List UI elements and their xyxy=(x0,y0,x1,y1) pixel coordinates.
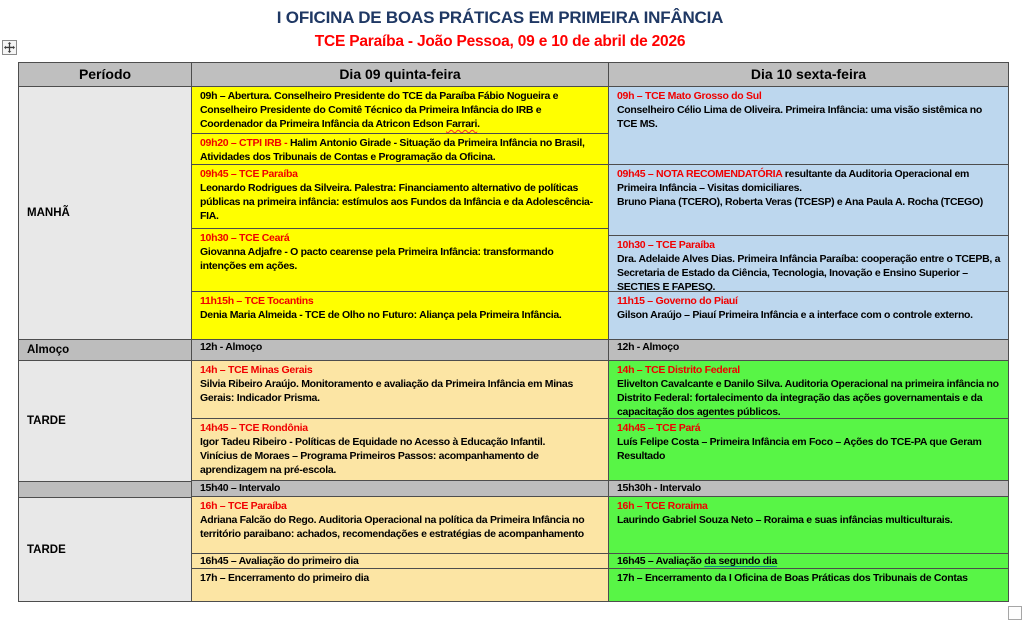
text-run: 11h15h – TCE Tocantins xyxy=(200,295,314,307)
text-run: 16h – TCE Paraíba xyxy=(200,500,287,512)
text-run: Laurindo Gabriel Souza Neto – Roraima e suas infâncias multiculturais. xyxy=(617,514,953,526)
text-run: Dra. Adelaide Alves Dias. Primeira Infância Paraíba: cooperação entre o TCEPB, a Secretaria de Estado da Ciência, Tecnologia, Inovação e Ensino Superior – SECTIES E FAPESQ. xyxy=(617,253,1001,292)
text-run: Silvia Ribeiro Araújo. Monitoramento e avaliação da Primeira Infância em Minas Gerais: Indicador Prisma. xyxy=(200,378,574,404)
text-run: . xyxy=(477,118,480,130)
text-run: 14h – TCE Distrito Federal xyxy=(617,364,740,376)
text-run: 09h – Abertura. Conselheiro Presidente do TCE da Paraíba Fábio Nogueira e Conselheiro Presidente do Comitê Técnico da Primeira Infância do IRB e Coordenador da Primeira Infância da Atricon Edson xyxy=(200,90,559,130)
text-run: 14h – TCE Minas Gerais xyxy=(200,364,313,376)
d10-16h-tce-roraima[interactable] xyxy=(609,497,1008,554)
period-tarde-2[interactable] xyxy=(19,498,191,601)
text-run: 12h - Almoço xyxy=(617,341,679,353)
text-run: 09h20 – CTPI IRB - xyxy=(200,137,290,149)
text-run: 17h – Encerramento da I Oficina de Boas Práticas dos Tribunais de Contas xyxy=(617,572,968,584)
d10-15h30-intervalo[interactable] xyxy=(609,481,1008,497)
d10-10h30-tce-paraiba[interactable] xyxy=(609,236,1008,292)
page-subtitle: TCE Paraíba - João Pessoa, 09 e 10 de abril de 2026 xyxy=(314,33,686,50)
text-run: Vinícius de Moraes – Programa Primeiros Passos: acompanhamento de aprendizagem na pré-escola. xyxy=(200,450,539,476)
text-run: 09h45 – TCE Paraíba xyxy=(200,168,298,180)
d09-09h-abertura[interactable] xyxy=(192,87,608,134)
text-run: 16h45 – Avaliação do primeiro dia xyxy=(200,555,359,567)
d10-17h-encerramento[interactable] xyxy=(609,569,1008,601)
d09-16h-tce-paraiba[interactable] xyxy=(192,497,608,554)
d09-10h30-tce-ceara[interactable] xyxy=(192,229,608,292)
text-run: 16h45 – Avaliação xyxy=(617,555,705,567)
text-run: Giovanna Adjafre - O pacto cearense pela Primeira Infância: transformando intenções em ações. xyxy=(200,246,554,272)
text-run: Luís Felipe Costa – Primeira Infância em Foco – Ações do TCE-PA que Geram Resultado xyxy=(617,436,982,462)
period-manha[interactable] xyxy=(19,87,191,340)
period-intervalo[interactable] xyxy=(19,482,191,498)
d10-09h-tce-mato-grosso-do-sul[interactable] xyxy=(609,87,1008,165)
text-run: Adriana Falcão do Rego. Auditoria Operacional na política da Primeira Infância no território paraibano: achados, recomendações e estratégias de acompanhamento xyxy=(200,514,585,540)
d10-12h-almoco[interactable] xyxy=(609,340,1008,361)
d09-17h-encerramento[interactable] xyxy=(192,569,608,601)
page-title: I OFICINA DE BOAS PRÁTICAS EM PRIMEIRA INFÂNCIA xyxy=(276,8,724,27)
period-label: MANHÃ xyxy=(27,207,70,219)
column-header-period[interactable]: Período xyxy=(19,63,191,87)
column-header-day09[interactable]: Dia 09 quinta-feira xyxy=(192,63,608,87)
text-run: 11h15 – Governo do Piauí xyxy=(617,295,738,307)
column-header-day10[interactable]: Dia 10 sexta-feira xyxy=(609,63,1008,87)
text-run: 14h45 – TCE Rondônia xyxy=(200,422,308,434)
d09-15h40-intervalo[interactable] xyxy=(192,481,608,497)
text-run: Denia Maria Almeida - TCE de Olho no Futuro: Aliança pela Primeira Infância. xyxy=(200,309,562,321)
text-run: 17h – Encerramento do primeiro dia xyxy=(200,572,369,584)
d10-09h45-nota-recomendatoria[interactable] xyxy=(609,165,1008,236)
text-run: Bruno Piana (TCERO), Roberta Veras (TCESP) e Ana Paula A. Rocha (TCEGO) xyxy=(617,196,983,208)
text-run: 12h - Almoço xyxy=(200,341,262,353)
text-run: 15h30h - Intervalo xyxy=(617,482,701,494)
text-run: da segundo dia xyxy=(704,555,778,567)
text-run: Conselheiro Célio Lima de Oliveira. Primeira Infância: uma visão sistêmica no TCE MS. xyxy=(617,104,982,130)
text-run: Leonardo Rodrigues da Silveira. Palestra: Financiamento alternativo de políticas públicas na primeira infância: estímulos aos Fundos da Infância e da Adolescência-FIA. xyxy=(200,182,593,222)
period-almoco[interactable] xyxy=(19,340,191,361)
table-resize-handle[interactable] xyxy=(1008,606,1022,620)
column-day09 xyxy=(191,63,608,601)
column-day10 xyxy=(608,63,1008,601)
period-label: TARDE xyxy=(27,543,66,556)
d10-16h45-avaliacao[interactable] xyxy=(609,554,1008,569)
schedule-table xyxy=(18,62,1009,602)
text-run: 16h – TCE Roraima xyxy=(617,500,708,512)
d09-16h45-avaliacao[interactable] xyxy=(192,554,608,569)
text-run: Igor Tadeu Ribeiro - Políticas de Equidade no Acesso à Educação Infantil. xyxy=(200,436,546,448)
text-run: Farrari xyxy=(446,118,478,130)
text-run: 09h45 – NOTA RECOMENDATÓRIA xyxy=(617,168,785,180)
d10-11h15-governo-do-piaui[interactable] xyxy=(609,292,1008,340)
d09-14h45-tce-rondonia[interactable] xyxy=(192,419,608,481)
text-run: 10h30 – TCE Ceará xyxy=(200,232,290,244)
period-label: Almoço xyxy=(27,344,70,356)
d09-09h20-ctpi-irb[interactable] xyxy=(192,134,608,165)
d09-12h-almoco[interactable] xyxy=(192,340,608,361)
text-run: 10h30 – TCE Paraíba xyxy=(617,239,715,251)
d09-14h-tce-minas-gerais[interactable] xyxy=(192,361,608,419)
text-run: resultante da Auditoria Operacional em Primeira Infância – Visitas domiciliares. xyxy=(617,168,970,194)
d09-11h15-tce-tocantins[interactable] xyxy=(192,292,608,340)
text-run: Elivelton Cavalcante e Danilo Silva. Auditoria Operacional na primeira infância no Distrito Federal: fortalecimento da integração das ações governamentais e da capacitação dos agentes públicos. xyxy=(617,378,999,418)
text-run: 14h45 – TCE Pará xyxy=(617,422,701,434)
column-period xyxy=(19,63,191,601)
period-tarde-1[interactable] xyxy=(19,361,191,482)
text-run: Gilson Araújo – Piauí Primeira Infância e a interface com o controle externo. xyxy=(617,309,973,321)
d09-09h45-tce-paraiba[interactable] xyxy=(192,165,608,229)
d10-14h45-tce-para[interactable] xyxy=(609,419,1008,481)
text-run: 09h – TCE Mato Grosso do Sul xyxy=(617,90,762,102)
period-label: TARDE xyxy=(27,415,66,427)
text-run: Halim Antonio Girade - Situação da Primeira Infância no Brasil, Atividades dos Tribunais de Contas e Programação da Oficina. xyxy=(200,137,585,163)
d10-14h-tce-distrito-federal[interactable] xyxy=(609,361,1008,419)
text-run: 15h40 – Intervalo xyxy=(200,482,281,494)
